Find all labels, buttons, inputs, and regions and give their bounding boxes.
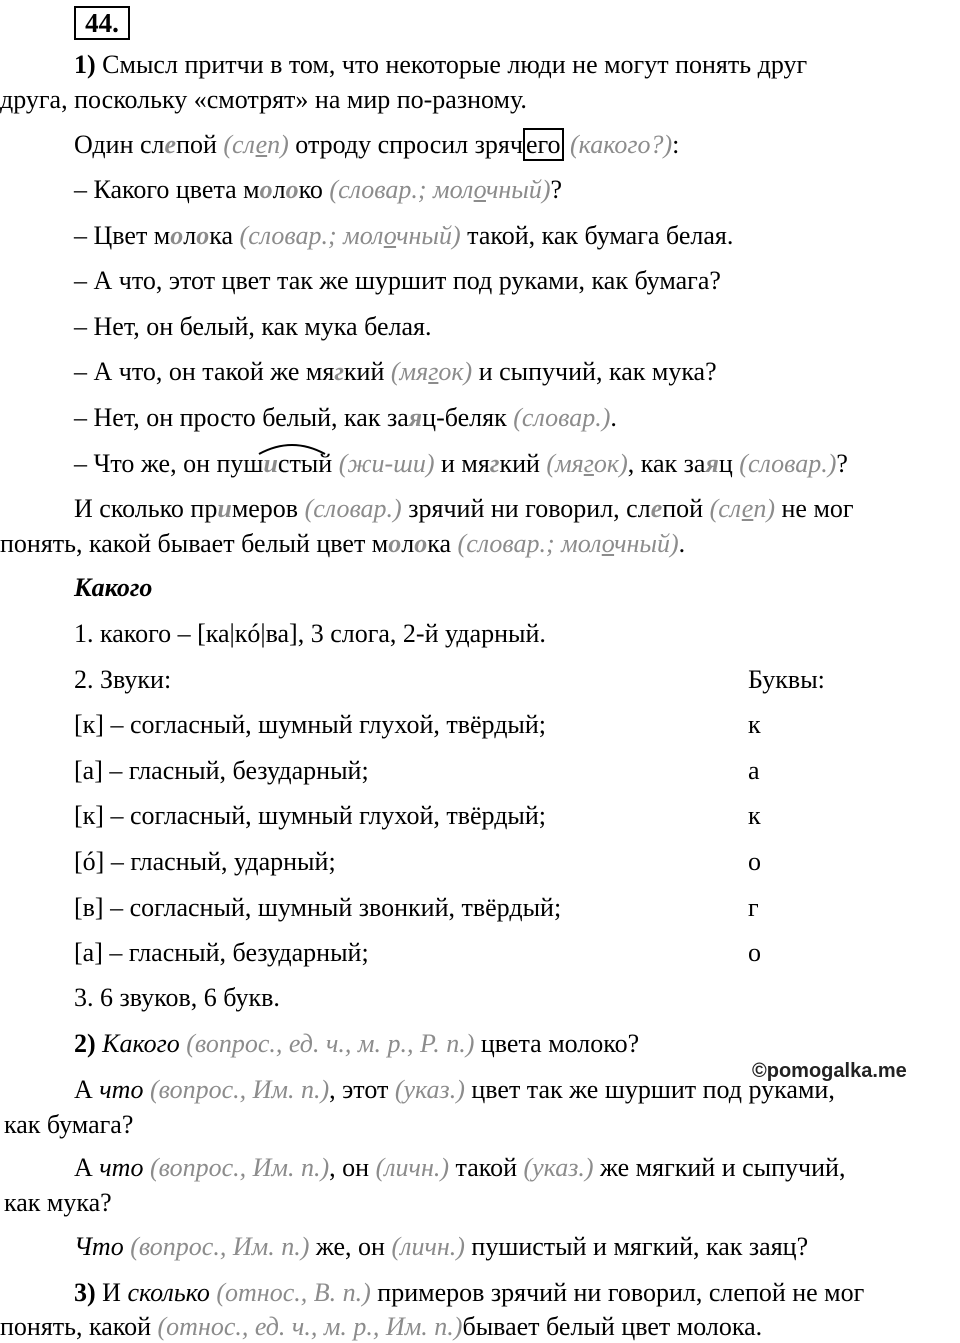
text-line-7: – Нет, он просто белый, как заяц-беляк (словар.). xyxy=(74,403,617,432)
sound-row: [к] – согласный, шумный глухой, твёрдый; xyxy=(74,710,547,739)
sound-row: [ó] – гласный, ударный; xyxy=(74,847,336,876)
sound-row: [в] – согласный, шумный звонкий, твёрдый; xyxy=(74,893,562,922)
text-line-6: – А что, он такой же мягкий (мягок) и сыпучий, как мука? xyxy=(74,357,717,386)
part-3-marker: 3) xyxy=(74,1278,96,1307)
part-3-line-1: 3) И сколько (относ., В. п.) примеров зрячий ни говорил, слепой не мог xyxy=(74,1278,865,1307)
letter-cell: г xyxy=(748,893,759,922)
letter-cell: а xyxy=(748,756,760,785)
text-line-1: Один слепой (слеп) отроду спросил зряч его (какого?): xyxy=(74,130,680,159)
sound-row: [к] – согласный, шумный глухой, твёрдый; xyxy=(74,801,547,830)
letter-cell: о xyxy=(748,938,761,967)
part-3-line-2: понять, какой (относ., ед. ч., м. р., Им. п.)бывает белый цвет молока. xyxy=(0,1312,763,1341)
part-2-line-6: Что (вопрос., Им. п.) же, он (личн.) пушистый и мягкий, как заяц? xyxy=(74,1232,809,1261)
letter-cell: о xyxy=(748,847,761,876)
text-line-4: – А что, этот цвет так же шуршит под руками, как бумага? xyxy=(74,266,721,295)
part-2-line-3: как бумага? xyxy=(4,1110,134,1139)
text-line-3: – Цвет молока (словар.; молочный) такой, как бумага белая. xyxy=(74,221,734,250)
part-2-line-2: А что (вопрос., Им. п.), этот (указ.) цвет так же шуршит под руками, xyxy=(74,1075,835,1104)
meaning-text-1: Смысл притчи в том, что некоторые люди не могут понять друг xyxy=(102,50,808,79)
text-line-5: – Нет, он белый, как мука белая. xyxy=(74,312,432,341)
part-2-marker: 2) xyxy=(74,1029,96,1058)
sound-row: [а] – гласный, безударный; xyxy=(74,756,369,785)
letter-cell: к xyxy=(748,710,761,739)
exercise-number: 44. xyxy=(74,6,130,40)
ending-box: его xyxy=(523,128,564,161)
analysis-step-1: 1. какого – [ка|кó|ва], 3 слога, 2-й ударный. xyxy=(74,619,546,648)
text-line-2: – Какого цвета молоко (словар.; молочный)? xyxy=(74,175,563,204)
analysis-step-2: 2. Звуки: xyxy=(74,665,172,694)
text-line-10: понять, какой бывает белый цвет молока (словар.; молочный). xyxy=(0,529,686,558)
letter-cell: к xyxy=(748,801,761,830)
part-1-marker: 1) xyxy=(74,50,96,79)
part-2-line-4: А что (вопрос., Им. п.), он (личн.) такой (указ.) же мягкий и сыпучий, xyxy=(74,1153,846,1182)
meaning-line-1 xyxy=(74,50,807,80)
sound-row: [а] – гласный, безударный; xyxy=(74,938,369,967)
analysis-step-3: 3. 6 звуков, 6 букв. xyxy=(74,983,280,1012)
text-line-8: – Что же, он пушистый (жи-ши) и мягкий (мягок), как заяц (словар.)? xyxy=(74,449,848,478)
letters-label: Буквы: xyxy=(748,665,825,694)
part-2-line-1: 2) Какого (вопрос., ед. ч., м. р., Р. п.) цвета молоко? xyxy=(74,1029,640,1058)
watermark: ©pomogalka.me xyxy=(752,1060,907,1082)
analysis-word: Какого xyxy=(74,573,153,602)
meaning-line-2: друга, поскольку «смотрят» на мир по-разному. xyxy=(0,85,527,114)
part-2-line-5: как мука? xyxy=(4,1188,112,1217)
text-line-9: И сколько примеров (словар.) зрячий ни говорил, слепой (слеп) не мог xyxy=(74,494,854,523)
